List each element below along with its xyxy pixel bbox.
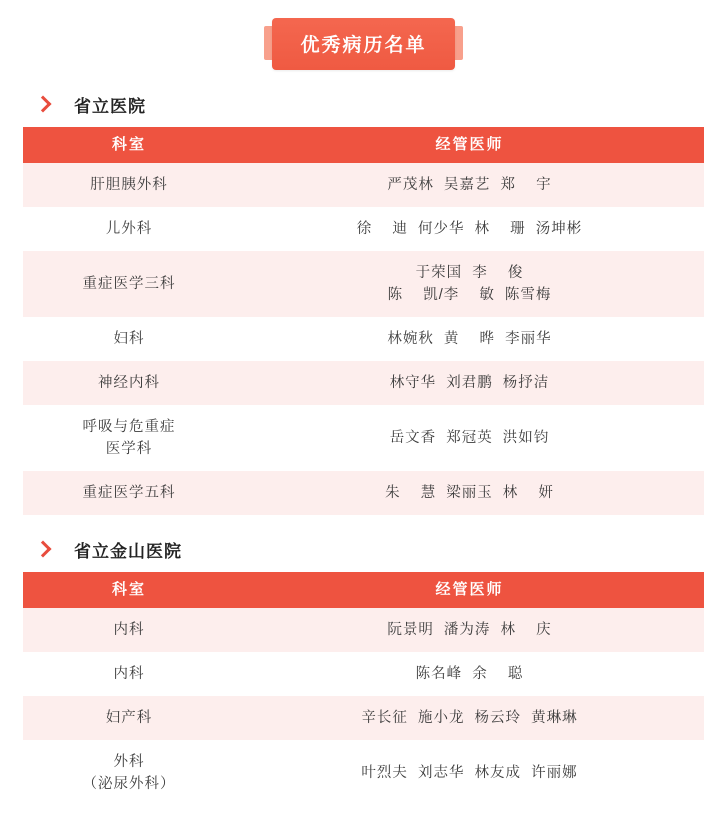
- section-title-1: 省立金山医院: [74, 542, 182, 561]
- table-row: [23, 361, 704, 405]
- table-row: [23, 608, 704, 652]
- section-heading-1: [36, 537, 727, 562]
- section-title-0: 省立医院: [74, 97, 146, 116]
- table-header-row: [23, 572, 704, 608]
- cell-dept: 神经内科: [23, 361, 235, 405]
- cell-dept: 呼吸与危重症 医学科: [23, 405, 235, 471]
- cell-doctors: 叶烈夫 刘志华 林友成 许丽娜: [235, 740, 704, 806]
- cell-doctors: 林守华 刘君鹏 杨抒洁: [235, 361, 704, 405]
- section-heading-0: [36, 92, 727, 117]
- chevron-right-icon: [36, 96, 52, 114]
- bottom-spacer: [0, 806, 727, 830]
- table-header-row: [23, 127, 704, 163]
- table-row: [23, 652, 704, 696]
- cell-dept: 重症医学五科: [23, 471, 235, 515]
- column-header-doctor: 经管医师: [235, 127, 704, 163]
- cell-dept: 妇产科: [23, 696, 235, 740]
- table-row: [23, 696, 704, 740]
- cell-doctors: 于荣国 李 俊 陈 凯/李 敏 陈雪梅: [235, 251, 704, 317]
- table-row: [23, 405, 704, 471]
- cell-doctors: 陈名峰 余 聪: [235, 652, 704, 696]
- cell-doctors: 阮景明 潘为涛 林 庆: [235, 608, 704, 652]
- cell-doctors: 朱 慧 梁丽玉 林 妍: [235, 471, 704, 515]
- cell-dept: 肝胆胰外科: [23, 163, 235, 207]
- cell-doctors: 林婉秋 黄 晔 李丽华: [235, 317, 704, 361]
- table-row: [23, 207, 704, 251]
- column-header-dept: 科室: [23, 572, 235, 608]
- cell-doctors: 辛长征 施小龙 杨云玲 黄琳琳: [235, 696, 704, 740]
- cell-dept: 重症医学三科: [23, 251, 235, 317]
- chevron-right-icon: [36, 541, 52, 559]
- table-row: [23, 317, 704, 361]
- table-row: [23, 163, 704, 207]
- records-table-1: [23, 572, 704, 806]
- column-header-doctor: 经管医师: [235, 572, 704, 608]
- cell-dept: 内科: [23, 608, 235, 652]
- cell-dept: 妇科: [23, 317, 235, 361]
- cell-dept: 内科: [23, 652, 235, 696]
- title-banner-wrap: [0, 0, 727, 70]
- cell-dept: 外科 （泌尿外科）: [23, 740, 235, 806]
- records-table-0: [23, 127, 704, 515]
- cell-dept: 儿外科: [23, 207, 235, 251]
- table-row: [23, 471, 704, 515]
- column-header-dept: 科室: [23, 127, 235, 163]
- cell-doctors: 岳文香 郑冠英 洪如钧: [235, 405, 704, 471]
- table-row: [23, 740, 704, 806]
- cell-doctors: 徐 迪 何少华 林 珊 汤坤彬: [235, 207, 704, 251]
- table-row: [23, 251, 704, 317]
- cell-doctors: 严茂林 吴嘉艺 郑 宇: [235, 163, 704, 207]
- page-title: 优秀病历名单: [272, 18, 454, 70]
